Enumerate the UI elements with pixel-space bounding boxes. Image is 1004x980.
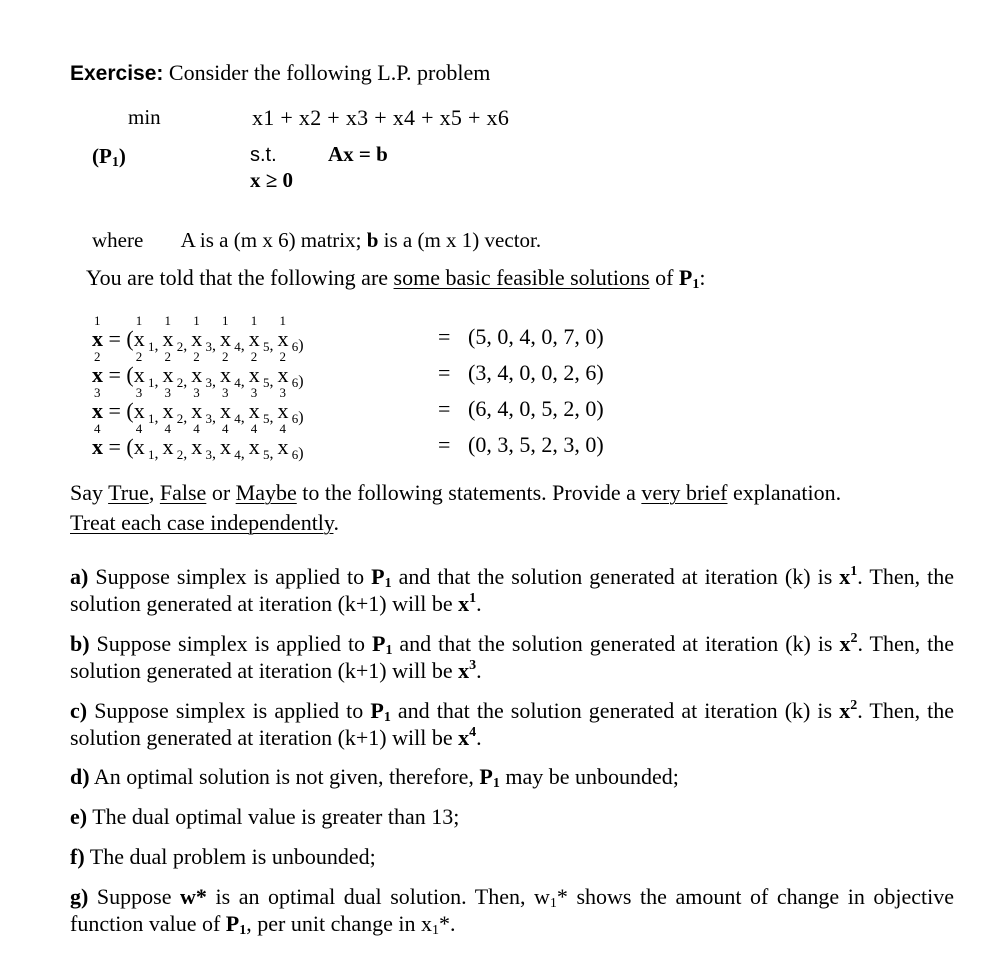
statement-c [70,697,954,751]
statement-c-x-sup: 2 [850,698,858,713]
statement-g-text1: Suppose [96,884,172,909]
b-description: is a (m x 1) vector. [383,228,542,252]
statement-d-text2: may be unbounded; [505,764,679,789]
solution-open: = ( [103,434,134,459]
bfs-underlined: some basic feasible solutions [393,265,650,290]
true-word: True [108,480,149,505]
very-brief-word: very brief [641,480,728,505]
solution-vector-sup: 4 [94,421,101,436]
solution-open: = ( [103,326,134,351]
solution-component: 3 x $_1$ [133,385,155,426]
solution-vector-symbol: 1 x [92,313,103,351]
solution-component: 4 x $_5$ [248,421,270,462]
statement-a-x2-sup: 1 [469,591,477,606]
statement-b-p-sub: 1 [385,643,393,658]
statement-e-text: The dual optimal value is greater than 13; [92,804,460,829]
solution-open: = ( [103,398,134,423]
exercise-intro: Consider the following L.P. problem [168,60,491,85]
solution-component: 2 x $_1$ [133,349,155,390]
solution-component: 1 x $_6$ [277,313,299,354]
statement-b-text3: Then, the solution generated at iteration (k+1) will be [70,631,955,683]
min-label: min [128,105,161,129]
statement-a-dot2: . [476,591,482,616]
exercise-label: Exercise: [70,62,164,85]
solution-open: = ( [103,362,134,387]
solution-equals: = [438,360,451,385]
instructions-line [70,480,841,506]
problem-name-prefix: (P [92,144,112,168]
solution-component: 3 x $_3$ [191,385,212,426]
statement-g-label: g) [70,884,89,909]
statement-a-dot1: . [857,564,863,589]
solution-component: 2 x $_5$ [248,349,270,390]
exercise-header [70,60,490,87]
statement-g-text4: , per unit change in x [246,911,432,936]
solution-values: (6, 4, 0, 5, 2, 0) [468,396,604,421]
statement-b-dot1: . [857,631,863,656]
solution-component: 2 x $_2$ [162,349,184,390]
solution-values: (5, 0, 4, 0, 7, 0) [468,324,604,349]
solution-vector-symbol: 4 x [92,421,103,459]
statement-c-dot2: . [476,725,482,750]
told-colon: : [699,265,706,290]
solution-component: 2 x $_4$ [219,349,241,390]
solution-equals: = [438,432,451,457]
statement-c-text2: and that the solution generated at iteration (k) is [397,698,833,723]
solution-row: 1 x = ( 1 x $_1$, 1 x $_2$, 1 x $_3$, 1 x $_4$, 1 x $_5$, 1 x $_6$) [92,313,304,354]
solution-component: 1 x $_3$ [191,313,212,354]
statement-c-text3: Then, the solution generated at iteration (k+1) will be [70,698,955,750]
statement-g-text3: * shows the amount of change in objective function value of [70,884,955,936]
solution-component: 2 x $_3$ [191,349,212,390]
statement-g [70,883,954,937]
say-word: Say [70,480,103,505]
solution-component: 3 x $_2$ [162,385,184,426]
statement-b-x: x [839,631,851,656]
statement-b-text1: Suppose simplex is applied to [96,631,366,656]
statement-c-label: c) [70,698,88,723]
treat-period: . [333,510,339,535]
statement-b [70,630,954,684]
solution-values: (0, 3, 5, 2, 3, 0) [468,432,604,457]
solution-component: 4 x $_1$ [133,421,155,462]
statement-e-label: e) [70,804,88,829]
solution-component: 4 x $_4$ [219,421,241,462]
statement-g-text2: is an optimal dual solution. Then, w [215,884,550,909]
solution-vector-sup: 3 [94,385,101,400]
told-p-sub: 1 [692,277,700,292]
treat-text: Treat each case independently [70,510,334,535]
told-line [86,265,705,291]
statement-g-wstar: w* [180,884,207,909]
statement-d-label: d) [70,764,90,789]
treat-independently-line [70,510,339,536]
statement-f [70,844,376,870]
statement-a-text1: Suppose simplex is applied to [95,564,365,589]
solution-component: 4 x $_2$ [162,421,184,462]
statement-d [70,764,679,790]
statement-d-p-sub: 1 [492,776,500,791]
solution-equals: = [438,324,451,349]
statement-c-text1: Suppose simplex is applied to [94,698,364,723]
instructions-mid: to the following statements. Provide a [302,480,636,505]
comma-word: , [148,480,155,505]
st-label: s.t. [250,144,277,166]
b-symbol: b [366,228,379,252]
instructions-end: explanation. [732,480,842,505]
solution-vector-symbol: 3 x [92,385,103,423]
statement-a-text3: Then, the solution generated at iteration (k+1) will be [70,564,954,616]
solution-component: 1 x $_5$ [248,313,270,354]
told-pre: You are told that the following are [86,265,389,290]
statement-b-x-sup: 2 [850,631,858,646]
problem-name-sub: 1 [111,155,119,170]
statement-d-p: P [479,764,493,789]
statement-f-text: The dual problem is unbounded; [89,844,376,869]
a-matrix-description: A is a (m x 6) matrix; [180,228,362,252]
or-word: or [211,480,231,505]
statement-f-label: f) [70,844,85,869]
statement-b-p: P [372,631,386,656]
statement-c-p: P [370,698,384,723]
solution-component: 4 x $_3$ [191,421,212,462]
statement-b-x2: x [458,658,470,683]
statement-a-label: a) [70,564,89,589]
solution-row: 4 x = ( 4 x $_1$, 4 x $_2$, 4 x $_3$, 4 x $_4$, 4 x $_5$, 4 x $_6$) [92,421,304,462]
solution-row: 2 x = ( 2 x $_1$, 2 x $_2$, 2 x $_3$, 2 x $_4$, 2 x $_5$, 2 x $_6$) [92,349,304,390]
solution-vector-sup: 1 [94,313,101,328]
statement-a-text2: and that the solution generated at iteration (k) is [398,564,833,589]
statement-a [70,563,954,617]
solution-component: 3 x $_5$ [248,385,270,426]
statement-g-p: P [225,911,240,936]
nonnegativity-constraint: x ≥ 0 [250,168,294,192]
told-problem [679,265,699,290]
told-of: of [655,265,674,290]
problem-name-suffix: ) [118,144,126,168]
solution-component: 2 x $_6$ [277,349,299,390]
constraint-equation: Ax = b [328,142,388,166]
solution-vector-symbol: 2 x [92,349,103,387]
statement-b-x2-sup: 3 [469,658,477,673]
statement-a-x2: x [458,591,470,616]
statement-c-p-sub: 1 [383,710,391,725]
statement-g-text5: *. [438,911,456,936]
where-line [92,227,541,253]
statement-a-x-sup: 1 [850,564,858,579]
solution-values: (3, 4, 0, 0, 2, 6) [468,360,604,385]
told-p: P [678,265,693,290]
maybe-word: Maybe [235,480,297,505]
statement-g-p-sub: 1 [239,923,247,938]
statement-a-p: P [371,564,385,589]
solution-component: 3 x $_4$ [219,385,241,426]
false-word: False [159,480,207,505]
statement-g-x-sub: 1 [431,923,439,938]
statement-a-p-sub: 1 [384,576,392,591]
statement-e [70,804,459,830]
objective-function: x1 + x2 + x3 + x4 + x5 + x6 [252,105,510,130]
solution-equals: = [438,396,451,421]
statement-a-x: x [839,564,851,589]
statement-g-w-sub: 1 [549,896,557,911]
solution-component: 1 x $_1$ [133,313,155,354]
where-word: where [92,228,144,252]
statement-b-dot2: . [476,658,482,683]
solution-row: 3 x = ( 3 x $_1$, 3 x $_2$, 3 x $_3$, 3 x $_4$, 3 x $_5$, 3 x $_6$) [92,385,304,426]
problem-name [92,143,126,169]
statement-c-x2-sup: 4 [469,725,477,740]
statement-c-dot1: . [857,698,863,723]
solution-component: 3 x $_6$ [277,385,299,426]
solution-vector-sup: 2 [94,349,101,364]
statement-d-text1: An optimal solution is not given, therefore, [93,764,474,789]
statement-c-x2: x [458,725,470,750]
statement-b-text2: and that the solution generated at iteration (k) is [399,631,833,656]
statement-c-x: x [839,698,851,723]
solution-component: 1 x $_4$ [219,313,241,354]
statement-b-label: b) [70,631,90,656]
solution-component: 1 x $_2$ [162,313,184,354]
solution-component: 4 x $_6$ [277,421,299,462]
